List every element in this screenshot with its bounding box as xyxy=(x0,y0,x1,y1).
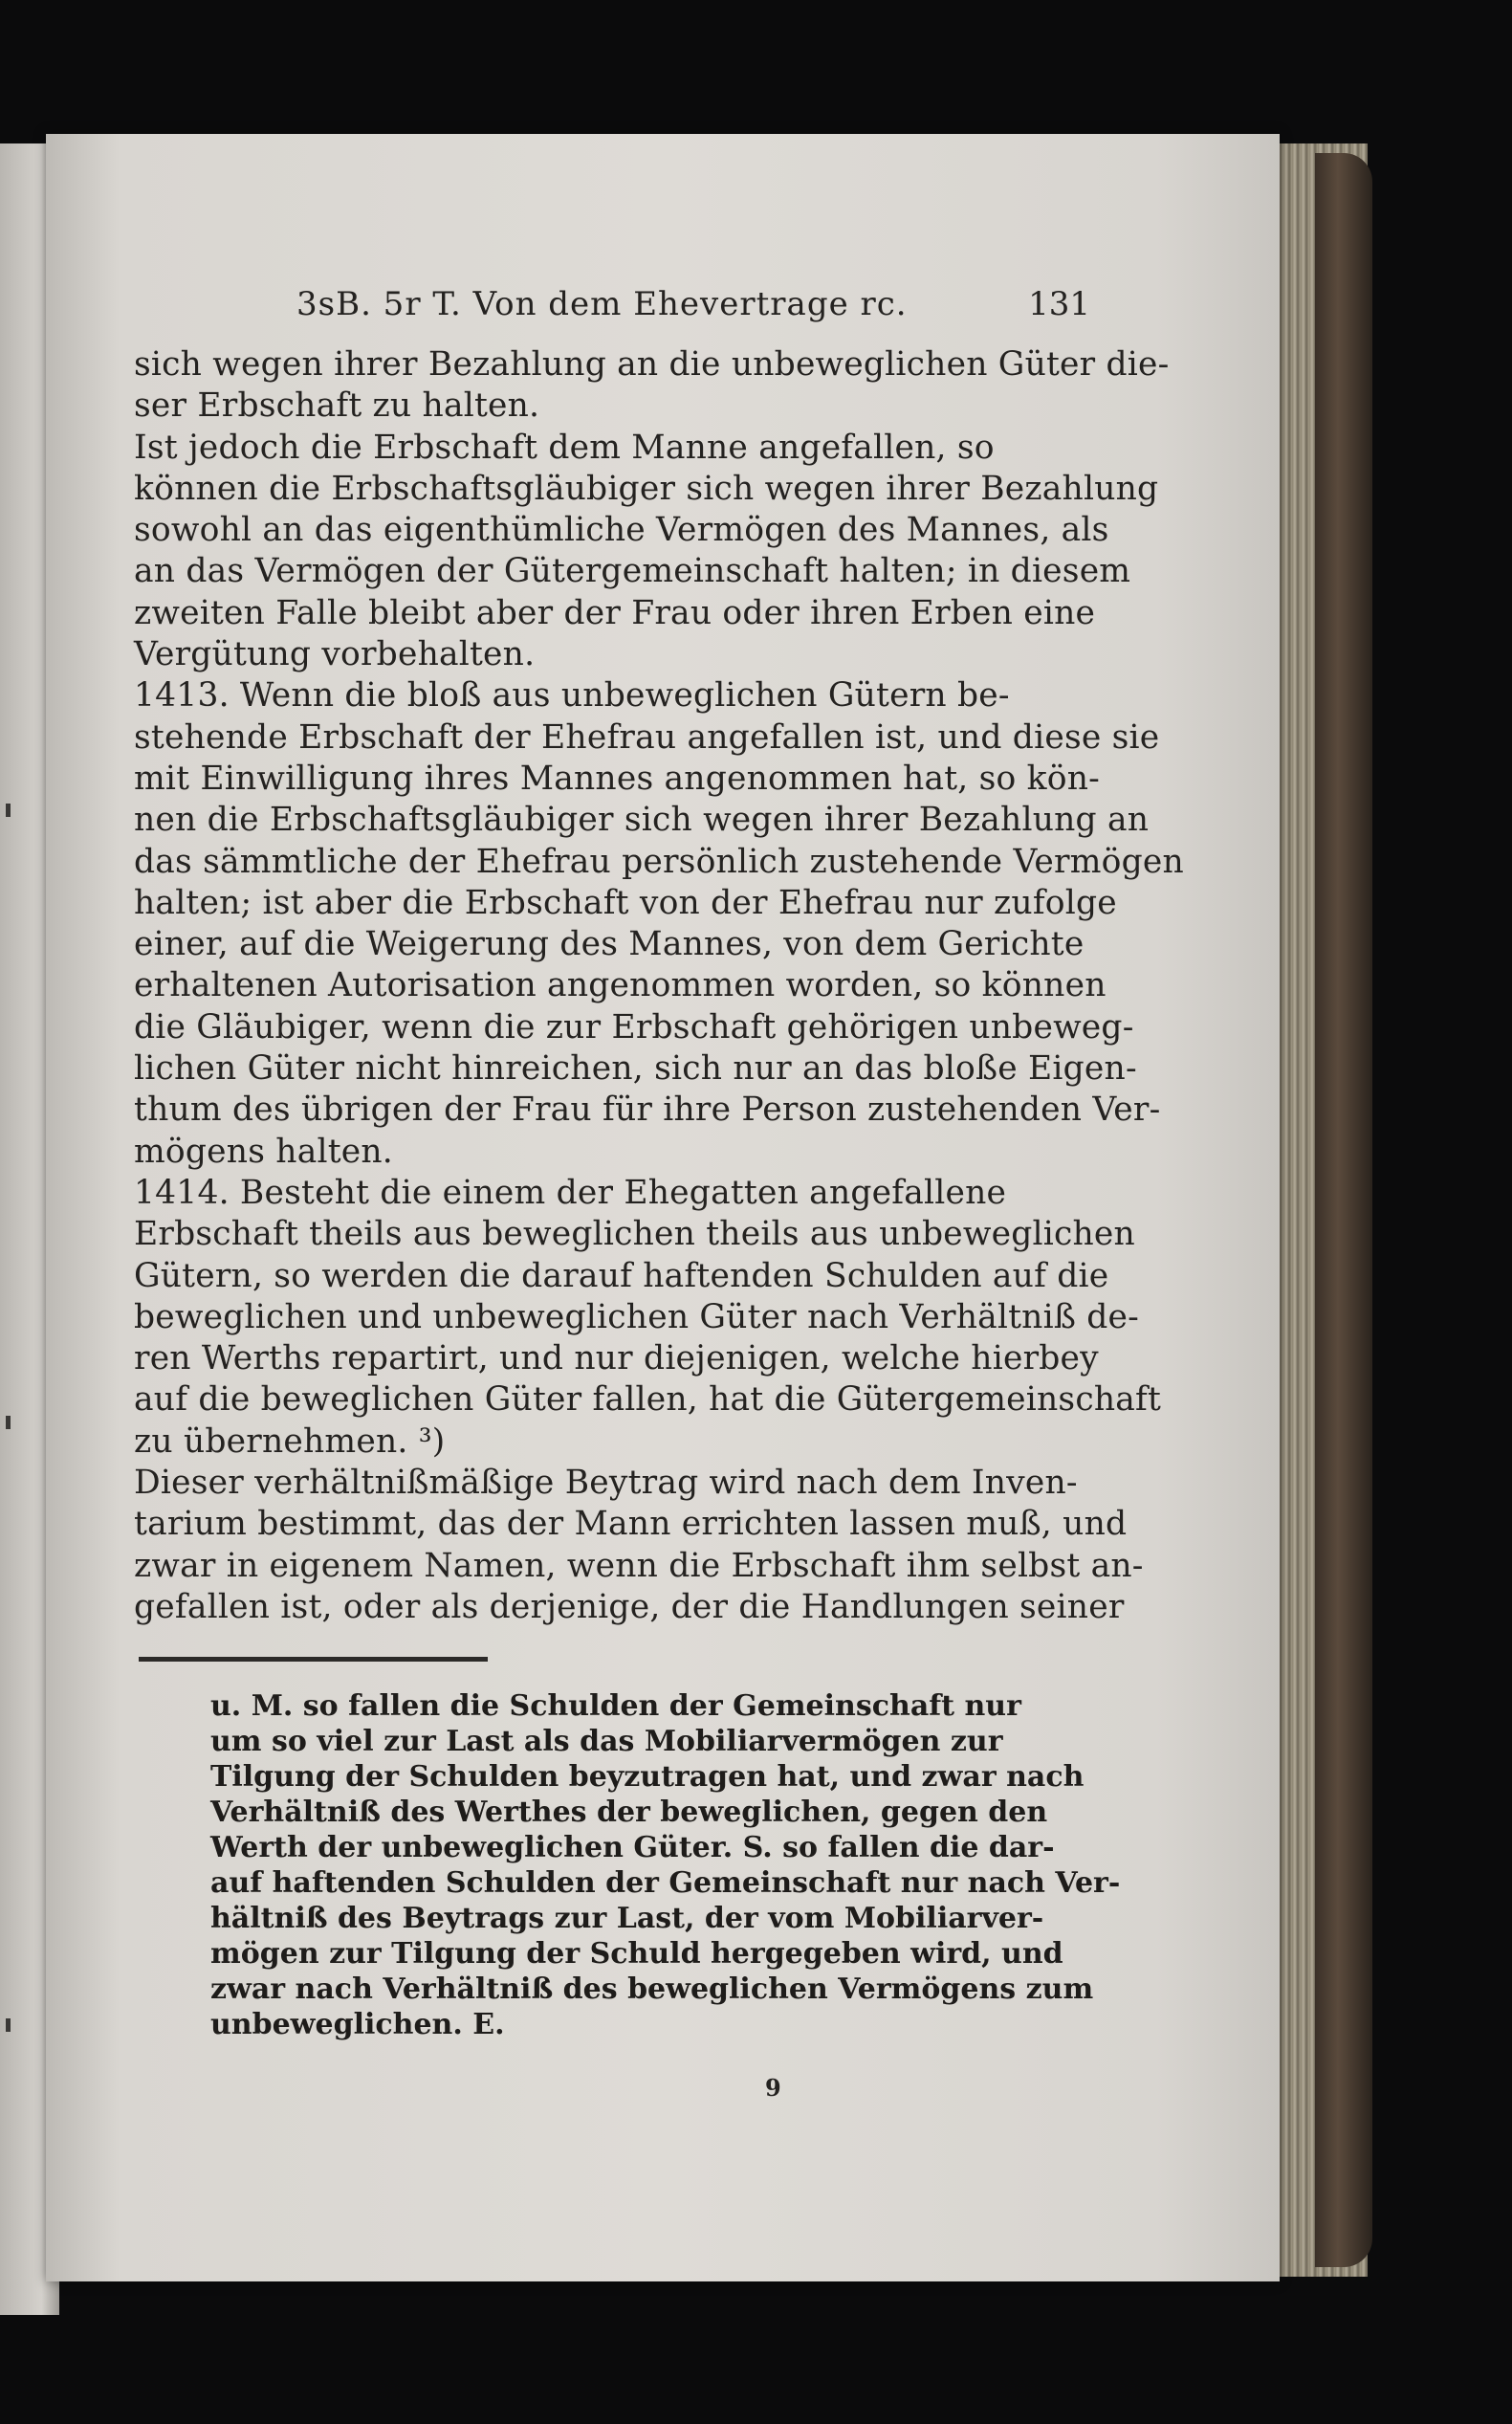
body-line: ren Werths repartirt, und nur diejenigen, welche hierbey xyxy=(134,1339,1099,1378)
body-line: erhaltenen Autorisation angenommen worden, so können xyxy=(134,966,1107,1005)
body-line: halten; ist aber die Erbschaft von der Ehefrau nur zufolge xyxy=(134,883,1117,922)
body-line: einer, auf die Weigerung des Mannes, von dem Gerichte xyxy=(134,925,1085,964)
body-line: sich wegen ihrer Bezahlung an die unbeweglichen Güter die- xyxy=(134,345,1170,384)
body-line: Gütern, so werden die darauf haftenden Schulden auf die xyxy=(134,1256,1109,1295)
body-line: 1414. Besteht die einem der Ehegatten angefallene xyxy=(134,1173,1007,1212)
footnote-line: mögen zur Tilgung der Schuld hergegeben wird, und xyxy=(210,1937,1063,1972)
footnote-line: Werth der unbeweglichen Güter. S. so fallen die dar- xyxy=(210,1831,1055,1865)
body-line: Erbschaft theils aus beweglichen theils aus unbeweglichen xyxy=(134,1215,1135,1254)
body-line: auf die beweglichen Güter fallen, hat die Gütergemeinschaft xyxy=(134,1380,1162,1420)
footnote xyxy=(210,1688,1121,2042)
page-number: 131 xyxy=(1028,285,1090,323)
book-cover xyxy=(1315,153,1372,2267)
footnote-line: Tilgung der Schulden beyzutragen hat, und zwar nach xyxy=(210,1760,1085,1795)
body-line: Dieser verhältnißmäßige Beytrag wird nach dem Inven- xyxy=(134,1464,1078,1503)
adjacent-page-mark xyxy=(6,804,11,817)
page-text xyxy=(134,277,1184,2103)
body-line: zwar in eigenem Namen, wenn die Erbschaft ihm selbst an- xyxy=(134,1546,1144,1585)
body-line: gefallen ist, oder als derjenige, der die Handlungen seiner xyxy=(134,1587,1125,1626)
body-line: tarium bestimmt, das der Mann errichten lassen muß, und xyxy=(134,1505,1128,1544)
running-title: 3sB. 5r T. Von dem Ehevertrage rc. xyxy=(296,285,908,323)
body-line: Ist jedoch die Erbschaft dem Manne angefallen, so xyxy=(134,428,995,467)
body-line: thum des übrigen der Frau für ihre Person zustehenden Ver- xyxy=(134,1091,1161,1130)
adjacent-page-mark xyxy=(6,2018,11,2032)
body-line: das sämmtliche der Ehefrau persönlich zustehende Vermögen xyxy=(134,842,1184,881)
body-line: können die Erbschaftsgläubiger sich wegen ihrer Bezahlung xyxy=(134,469,1159,508)
body-line: zweiten Falle bleibt aber der Frau oder ihren Erben eine xyxy=(134,593,1096,632)
body-line: die Gläubiger, wenn die zur Erbschaft gehörigen unbeweg- xyxy=(134,1007,1134,1047)
body-line: sowohl an das eigenthümliche Vermögen des Mannes, als xyxy=(134,511,1109,550)
body-line: lichen Güter nicht hinreichen, sich nur an das bloße Eigen- xyxy=(134,1049,1137,1089)
body-line: stehende Erbschaft der Ehefrau angefallen ist, und diese sie xyxy=(134,717,1160,757)
footnote-rule xyxy=(139,1657,488,1662)
footnote-line: zwar nach Verhältniß des beweglichen Vermögens zum xyxy=(210,1972,1094,2007)
adjacent-page-mark xyxy=(6,1416,11,1429)
footnote-line: auf haftenden Schulden der Gemeinschaft nur nach Ver- xyxy=(210,1866,1121,1901)
footnote-line: u. M. so fallen die Schulden der Gemeinschaft nur xyxy=(210,1689,1021,1724)
body-line: an das Vermögen der Gütergemeinschaft halten; in diesem xyxy=(134,552,1131,591)
body-line: ser Erbschaft zu halten. xyxy=(134,386,540,426)
body-line: 1413. Wenn die bloß aus unbeweglichen Gütern be- xyxy=(134,676,1010,716)
body-line: zu übernehmen. ³) xyxy=(134,1421,446,1461)
signature-mark: 9 xyxy=(765,2074,781,2103)
body-line: beweglichen und unbeweglichen Güter nach Verhältniß de- xyxy=(134,1297,1140,1336)
page-header xyxy=(134,277,1090,344)
footnote-line: unbeweglichen. E. xyxy=(210,2008,505,2042)
body-line: mögens halten. xyxy=(134,1132,393,1171)
body-line: Vergütung vorbehalten. xyxy=(134,635,536,674)
body-line: mit Einwilligung ihres Mannes angenommen hat, so kön- xyxy=(134,759,1101,798)
footnote-line: hältniß des Beytrags zur Last, der vom Mobiliarver- xyxy=(210,1902,1044,1936)
footnote-line: um so viel zur Last als das Mobiliarvermögen zur xyxy=(210,1725,1003,1759)
footnote-line: Verhältniß des Werthes der beweglichen, gegen den xyxy=(210,1796,1048,1830)
body-text xyxy=(134,344,1184,1628)
body-line: nen die Erbschaftsgläubiger sich wegen ihrer Bezahlung an xyxy=(134,801,1150,840)
